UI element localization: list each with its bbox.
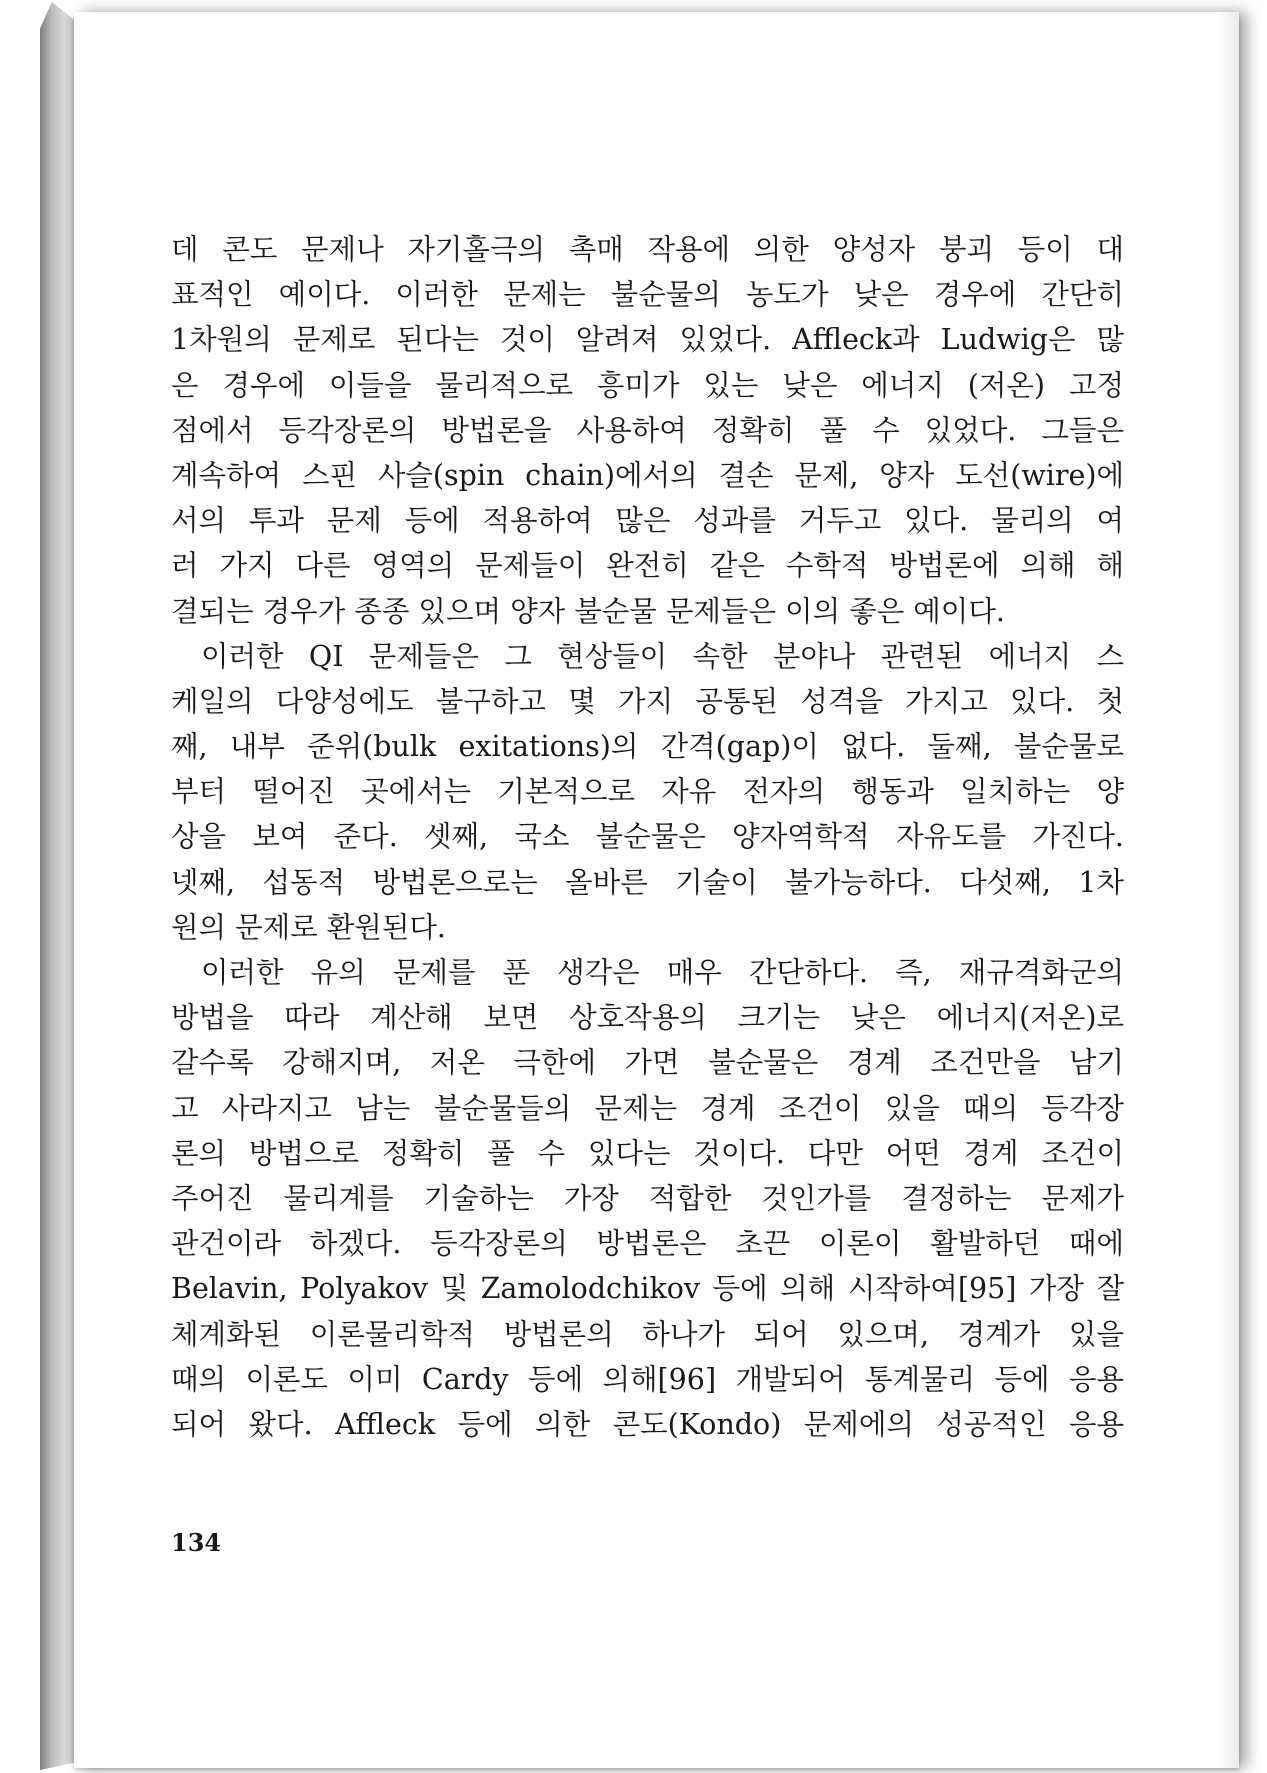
text-line: 표적인 예이다. 이러한 문제는 불순물의 농도가 낮은 경우에 간단히	[171, 278, 1124, 312]
text-line: 은 경우에 이들을 물리적으로 흥미가 있는 낮은 에너지 (저온) 고정	[171, 368, 1124, 402]
text-line: 이러한 유의 문제를 푼 생각은 매우 간단하다. 즉, 재규격화군의	[201, 956, 1124, 989]
text-line: 방법을 따라 계산해 보면 상호작용의 크기는 낮은 에너지(저온)로	[171, 1001, 1124, 1035]
text-line: 원의 문제로 환원된다.	[171, 910, 446, 944]
text-line: 갈수록 강해지며, 저온 극한에 가면 불순물은 경계 조건만을 남기	[171, 1046, 1124, 1080]
text-line: 부터 떨어진 곳에서는 기본적으로 자유 전자의 행동과 일치하는 양	[171, 775, 1124, 809]
body-text	[171, 227, 1124, 1447]
text-line: 때의 이론도 이미 Cardy 등에 의해[96] 개발되어 통계물리 등에 응용	[171, 1362, 1124, 1396]
text-line: 서의 투과 문제 등에 적용하여 많은 성과를 거두고 있다. 물리의 여	[171, 504, 1124, 538]
text-line: 주어진 물리계를 기술하는 가장 적합한 것인가를 결정하는 문제가	[171, 1181, 1124, 1215]
text-line: 점에서 등각장론의 방법론을 사용하여 정확히 풀 수 있었다. 그들은	[171, 413, 1124, 447]
book-spine-edge	[40, 2, 74, 1770]
text-line: 케일의 다양성에도 불구하고 몇 가지 공통된 성격을 가지고 있다. 첫	[171, 684, 1124, 718]
page-edge-shade	[1215, 12, 1239, 1768]
page-number: 134	[171, 1528, 222, 1557]
text-line: 넷째, 섭동적 방법론으로는 올바른 기술이 불가능하다. 다섯째, 1차	[171, 865, 1124, 899]
text-line: 데 콘도 문제나 자기홀극의 촉매 작용에 의한 양성자 붕괴 등이 대	[171, 233, 1124, 266]
text-line: 론의 방법으로 정확히 풀 수 있다는 것이다. 다만 어떤 경계 조건이	[171, 1136, 1124, 1170]
text-line: 상을 보여 준다. 셋째, 국소 불순물은 양자역학적 자유도를 가진다.	[171, 820, 1124, 854]
text-line: 1차원의 문제로 된다는 것이 알려져 있었다. Affleck과 Ludwig은 많	[171, 323, 1124, 357]
text-line: 결되는 경우가 종종 있으며 양자 불순물 문제들은 이의 좋은 예이다.	[171, 594, 1005, 628]
text-line: 관건이라 하겠다. 등각장론의 방법론은 초끈 이론이 활발하던 때에	[171, 1227, 1124, 1261]
text-line: 이러한 QI 문제들은 그 현상들이 속한 분야나 관련된 에너지 스	[201, 639, 1124, 673]
text-line: 되어 왔다. Affleck 등에 의한 콘도(Kondo) 문제에의 성공적인 응용	[171, 1407, 1124, 1441]
text-line: 체계화된 이론물리학적 방법론의 하나가 되어 있으며, 경계가 있을	[171, 1317, 1124, 1351]
text-line: 러 가지 다른 영역의 문제들이 완전히 같은 수학적 방법론에 의해 해	[171, 549, 1124, 583]
text-line: Belavin, Polyakov 및 Zamolodchikov 등에 의해 시작하여[95] 가장 잘	[171, 1272, 1124, 1306]
text-line: 째, 내부 준위(bulk exitations)의 간격(gap)이 없다. 둘째, 불순물로	[171, 730, 1124, 764]
text-line: 계속하여 스핀 사슬(spin chain)에서의 결손 문제, 양자 도선(wire)에	[171, 458, 1124, 492]
text-line: 고 사라지고 남는 불순물들의 문제는 경계 조건이 있을 때의 등각장	[171, 1091, 1124, 1125]
